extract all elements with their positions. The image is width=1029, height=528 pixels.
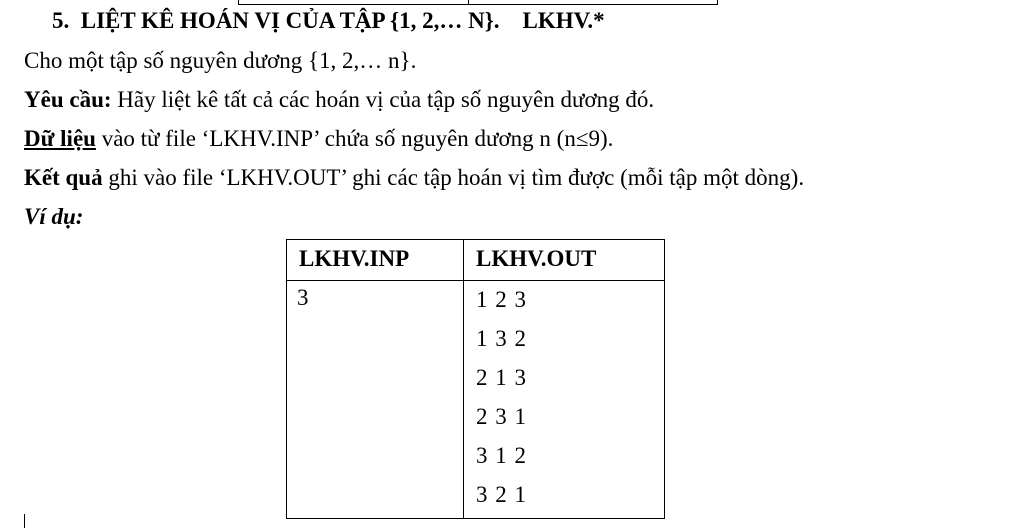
output-paragraph	[24, 163, 804, 193]
problem-heading	[52, 6, 605, 36]
output-text: ghi vào file ‘LKHV.OUT’ ghi các tập hoán vị tìm được (mỗi tập một dòng).	[102, 165, 805, 190]
output-line: 1 2 3	[476, 287, 527, 312]
heading-code: LKHV.*	[522, 8, 605, 33]
output-line: 3 1 2	[476, 443, 527, 468]
output-value-cell	[464, 281, 665, 519]
requirement-paragraph	[24, 85, 654, 115]
table-row	[287, 281, 665, 519]
example-label: Ví dụ:	[24, 204, 84, 229]
requirement-label: Yêu cầu:	[24, 87, 112, 112]
input-label: Dữ liệu	[24, 126, 96, 151]
heading-title: LIỆT KÊ HOÁN VỊ CỦA TẬP {1, 2,… N}.	[80, 8, 500, 33]
output-label: Kết quả	[24, 165, 103, 190]
output-line: 2 3 1	[476, 404, 527, 429]
example-table	[286, 239, 665, 519]
output-line: 2 1 3	[476, 365, 527, 390]
heading-number: 5.	[52, 8, 70, 33]
previous-table-border	[238, 0, 718, 5]
output-line: 1 3 2	[476, 326, 527, 351]
input-paragraph	[24, 124, 613, 154]
input-value-cell: 3	[287, 281, 464, 519]
text-cursor	[24, 514, 25, 528]
intro-text: Cho một tập số nguyên dương {1, 2,… n}.	[24, 48, 417, 73]
previous-table-divider	[468, 0, 469, 5]
input-text: vào từ file ‘LKHV.INP’ chứa số nguyên dương n (n≤9).	[95, 126, 614, 151]
output-file-header: LKHV.OUT	[464, 240, 665, 281]
input-file-header: LKHV.INP	[287, 240, 464, 281]
output-line: 3 2 1	[476, 482, 527, 507]
requirement-text: Hãy liệt kê tất cả các hoán vị của tập số nguyên dương đó.	[111, 87, 655, 112]
table-header-row	[287, 240, 665, 281]
